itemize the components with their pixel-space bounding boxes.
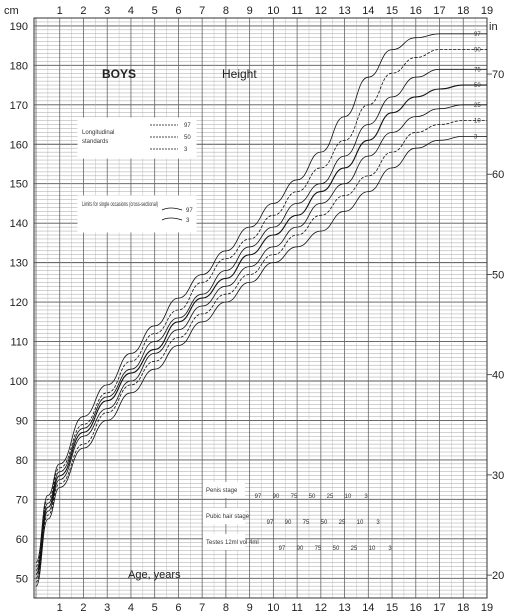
y-tick-label-in: 70 [492, 69, 505, 82]
x-tick-label-top: 14 [362, 5, 375, 17]
stage-value: 10 [344, 494, 352, 500]
chart-title: BOYS [102, 67, 137, 81]
chart-grid [34, 18, 487, 598]
legend-cross-sectional [78, 196, 196, 232]
y-tick-label-in: 50 [492, 269, 505, 282]
x-tick-label-bottom: 17 [433, 602, 446, 614]
stage-value: 90 [284, 520, 292, 526]
y-tick-label-in: 30 [492, 469, 505, 482]
y-tick-label-cm: 150 [9, 178, 28, 191]
stage-value: 97 [278, 546, 286, 552]
legend-title-line2: standards [82, 139, 109, 145]
stage-value: 25 [338, 520, 346, 526]
y-tick-label-cm: 70 [15, 494, 28, 507]
percentile-label-90: 90 [474, 47, 481, 54]
stage-row-label: Pubic hair stage [206, 514, 250, 520]
left-unit-label: cm [4, 5, 19, 17]
x-tick-label-top: 7 [199, 5, 206, 17]
stage-value: 3 [388, 546, 392, 552]
y-tick-label-cm: 90 [15, 415, 28, 428]
x-tick-label-top: 13 [338, 5, 351, 17]
y-tick-label-cm: 160 [9, 139, 28, 152]
x-tick-label-top: 4 [127, 5, 135, 17]
percentile-label-50: 50 [474, 83, 481, 90]
legend-entry-50: 50 [184, 135, 191, 141]
stage-value: 50 [320, 520, 328, 526]
stage-row-label: Testes 12ml vol 4ml [206, 540, 259, 546]
y-tick-label-cm: 140 [9, 218, 28, 231]
stage-row [203, 534, 392, 552]
x-tick-label-bottom: 4 [127, 602, 135, 614]
x-tick-label-top: 2 [80, 5, 87, 17]
stage-value: 97 [266, 520, 274, 526]
y-tick-label-cm: 60 [15, 533, 28, 546]
y-tick-label-cm: 50 [15, 573, 28, 586]
y-tick-label-cm: 110 [10, 336, 28, 349]
stage-row-label: Penis stage [206, 488, 238, 494]
y-tick-label-cm: 120 [9, 297, 28, 310]
x-tick-label-bottom: 6 [175, 602, 182, 614]
chart-subtitle: Height [222, 67, 257, 81]
x-axis-label: Age, years [128, 569, 181, 581]
legend-entry-97: 97 [186, 208, 193, 214]
stage-value: 97 [254, 494, 262, 500]
y-tick-label-in: 40 [492, 369, 505, 382]
y-tick-label-in: 20 [492, 570, 505, 583]
legend-box [78, 118, 196, 158]
stage-value: 25 [326, 494, 334, 500]
x-tick-label-top: 3 [104, 5, 111, 17]
percentile-label-97: 97 [474, 31, 481, 38]
legend-longitudinal [78, 118, 196, 158]
x-tick-label-bottom: 8 [222, 602, 229, 614]
stage-value: 3 [376, 520, 380, 526]
y-tick-label-cm: 180 [9, 60, 28, 73]
y-tick-label-in: 60 [492, 169, 505, 182]
stage-value: 10 [368, 546, 376, 552]
x-tick-label-bottom: 2 [80, 602, 87, 614]
x-tick-label-top: 1 [56, 5, 63, 17]
stage-value: 25 [350, 546, 358, 552]
x-tick-label-top: 6 [175, 5, 182, 17]
x-tick-label-bottom: 15 [385, 602, 399, 614]
right-unit-label: in [489, 21, 498, 33]
x-tick-label-bottom: 18 [457, 602, 470, 614]
legend-entry-3: 3 [184, 147, 188, 153]
x-tick-label-bottom: 3 [104, 602, 111, 614]
x-tick-label-bottom: 12 [314, 602, 327, 614]
x-tick-label-top: 15 [385, 5, 399, 17]
x-tick-label-top: 5 [151, 5, 158, 17]
x-tick-label-top: 19 [480, 5, 494, 17]
x-tick-label-bottom: 13 [338, 602, 351, 614]
percentile-label-25: 25 [474, 102, 481, 109]
y-tick-label-cm: 190 [9, 20, 28, 33]
x-tick-label-bottom: 11 [291, 602, 303, 614]
stage-value: 10 [356, 520, 364, 526]
legend-entry-3: 3 [186, 218, 190, 224]
chart-labels [78, 32, 481, 581]
stage-value: 3 [364, 494, 368, 500]
stage-value: 90 [296, 546, 304, 552]
legend-entry-97: 97 [184, 123, 191, 129]
x-tick-label-top: 11 [291, 5, 303, 17]
chart-axes [4, 5, 504, 614]
legend-title: Limits for single occasions (cross-sectional) [82, 202, 158, 208]
x-tick-label-top: 10 [267, 5, 280, 17]
x-tick-label-bottom: 7 [199, 602, 206, 614]
x-tick-label-bottom: 10 [267, 602, 280, 614]
stage-value: 75 [314, 546, 322, 552]
x-tick-label-top: 16 [409, 5, 422, 17]
stage-value: 90 [272, 494, 280, 500]
stage-value: 50 [308, 494, 316, 500]
y-tick-label-cm: 130 [9, 257, 28, 270]
percentile-label-3: 3 [474, 134, 478, 141]
percentile-label-75: 75 [474, 67, 481, 74]
x-tick-label-top: 12 [314, 5, 327, 17]
stage-row [203, 508, 380, 526]
stage-row [203, 482, 368, 500]
x-tick-label-bottom: 16 [409, 602, 422, 614]
y-tick-label-cm: 80 [15, 454, 28, 467]
x-tick-label-top: 9 [246, 5, 253, 17]
y-tick-label-cm: 170 [9, 99, 28, 112]
percentile-label-10: 10 [474, 118, 481, 125]
x-tick-label-top: 8 [222, 5, 229, 17]
stage-value: 50 [332, 546, 340, 552]
x-tick-label-bottom: 14 [362, 602, 375, 614]
x-tick-label-bottom: 9 [246, 602, 253, 614]
y-tick-label-cm: 100 [9, 375, 28, 388]
puberty-stage-panel [203, 482, 392, 552]
x-tick-label-top: 18 [457, 5, 470, 17]
stage-value: 75 [302, 520, 310, 526]
stage-value: 75 [290, 494, 298, 500]
x-tick-label-bottom: 19 [480, 602, 494, 614]
x-tick-label-bottom: 5 [151, 602, 158, 614]
x-tick-label-bottom: 1 [56, 602, 63, 614]
legend-title-line1: Longitudinal [82, 130, 115, 136]
x-tick-label-top: 17 [433, 5, 446, 17]
